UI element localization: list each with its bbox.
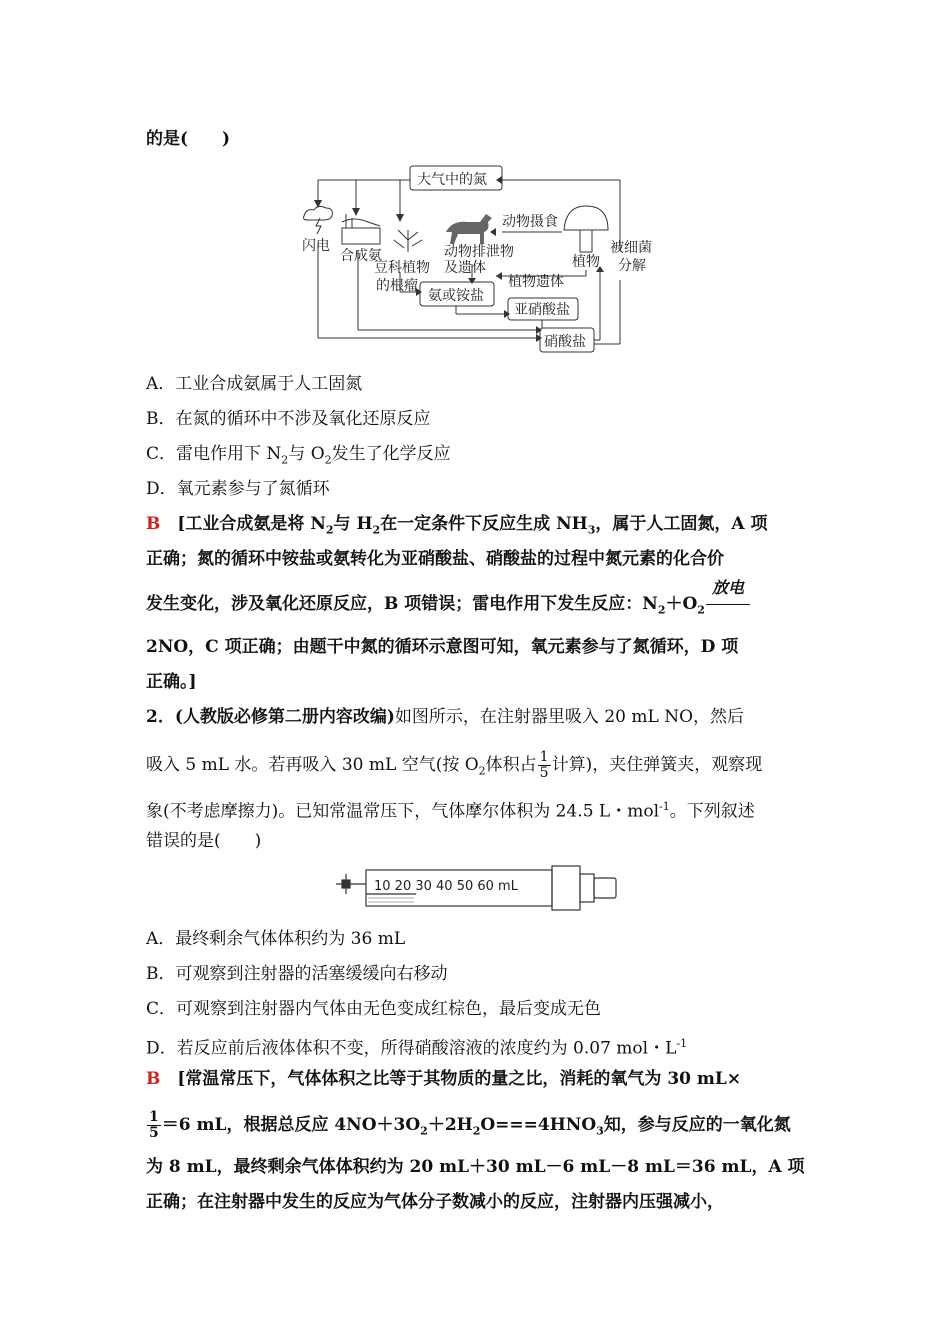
q2-answer-line-1: B [常温常压下，气体体积之比等于其物质的量之比，消耗的氧气为 30 mL×	[146, 1069, 742, 1089]
label-plant: 植物	[572, 254, 600, 270]
lightning-icon	[304, 206, 333, 234]
label-nitrate: 硝酸盐	[544, 334, 586, 350]
legume-plant-icon	[394, 230, 422, 252]
q1-option-b: B．在氮的循环中不涉及氧化还原反应	[146, 409, 431, 429]
label-nitrite: 亚硝酸盐	[514, 302, 570, 318]
label-plant-remains: 植物遗体	[508, 274, 564, 290]
label-bacteria-2: 分解	[618, 258, 646, 274]
q2-answer-line-3: 为 8 mL，最终剩余气体体积约为 20 mL＋30 mL－6 mL－8 mL＝36 mL，A 项	[146, 1157, 805, 1177]
q1-stem-end: 的是( )	[146, 129, 231, 149]
label-legume-2: 的根瘤	[376, 278, 418, 294]
q1-answer-line-3: 发生变化，涉及氧化还原反应，B 项错误；雷电作用下发生反应：$N_2+O_2$ 放电	[146, 593, 751, 621]
q1-answer-line-2: 正确；氮的循环中铵盐或氨转化为亚硝酸盐、硝酸盐的过程中氮元素的化合价	[146, 549, 724, 569]
q1-option-a: A．工业合成氨属于人工固氮	[146, 374, 363, 394]
label-bacteria-1: 被细菌	[610, 240, 652, 256]
q2-option-d: D．若反应前后液体体积不变，所得硝酸溶液的浓度约为 0.07 mol・$L^{-1}$	[146, 1037, 688, 1059]
q1-answer-line-1: B [工业合成氨是将 $N_2$与 $H_2$在一定条件下反应生成 $NH_3$，属于人工固氮，A 项	[146, 514, 768, 537]
q1-answer-line-4: 2NO，C 项正确；由题干中氮的循环示意图可知，氧元素参与了氮循环，D 项	[146, 637, 739, 657]
q1-answer-line-5: 正确。]	[146, 672, 197, 692]
mushroom-icon	[564, 206, 608, 252]
label-lightning: 闪电	[302, 238, 330, 254]
nitrogen-cycle-diagram	[296, 160, 660, 360]
label-legume-1: 豆科植物	[374, 260, 430, 276]
reaction-condition: 放电	[705, 593, 751, 615]
syringe-scale: 10 20 30 40 50 60 mL	[374, 879, 518, 894]
q1-option-d: D．氧元素参与了氮循环	[146, 479, 330, 499]
factory-icon	[342, 214, 380, 244]
q2-stem-line-3: 象(不考虑摩擦力)。已知常温常压下，气体摩尔体积为 24.5 L・mol$^{-1}$。下列叙述	[146, 800, 755, 822]
syringe-diagram	[336, 862, 622, 912]
q2-option-b: B．可观察到注射器的活塞缓缓向右移动	[146, 964, 448, 984]
label-animal-waste-2: 及遗体	[444, 260, 486, 276]
q2-stem-line-2: 吸入 5 mL 水。若再吸入 30 mL 空气(按 $O_2$体积占 $\frac{1}{5}$ 计算)，夹住弹簧夹，观察现	[146, 749, 763, 781]
label-atmosphere: 大气中的氮	[417, 172, 487, 188]
q2-answer-line-4: 正确；在注射器中发生的反应为气体分子数减小的反应，注射器内压强减小，	[146, 1192, 724, 1212]
q2-stem-line-1: 2．(人教版必修第二册内容改编)如图所示，在注射器里吸入 20 mL NO，然后	[146, 707, 745, 727]
q2-option-c: C．可观察到注射器内气体由无色变成红棕色，最后变成无色	[146, 999, 602, 1019]
q2-stem-line-4: 错误的是( )	[146, 831, 262, 851]
label-ammonia-ammonium: 氨或铵盐	[428, 288, 484, 304]
label-ammonia-synthesis: 合成氨	[340, 248, 382, 264]
horse-icon	[446, 214, 492, 244]
q2-option-a: A．最终剩余气体体积约为 36 mL	[146, 929, 406, 949]
label-animal-waste-1: 动物排泄物	[444, 244, 514, 260]
label-animal-intake: 动物摄食	[502, 214, 558, 230]
q2-answer-line-2: $\frac{1}{5}$ ＝6 mL，根据总反应 $4NO+3O_2+2H_2O===4HNO_3$知，参与反应的一氧化氮	[149, 1109, 791, 1141]
q1-option-c: C．雷电作用下 $N_2$与 $O_2$发生了化学反应	[146, 444, 451, 467]
